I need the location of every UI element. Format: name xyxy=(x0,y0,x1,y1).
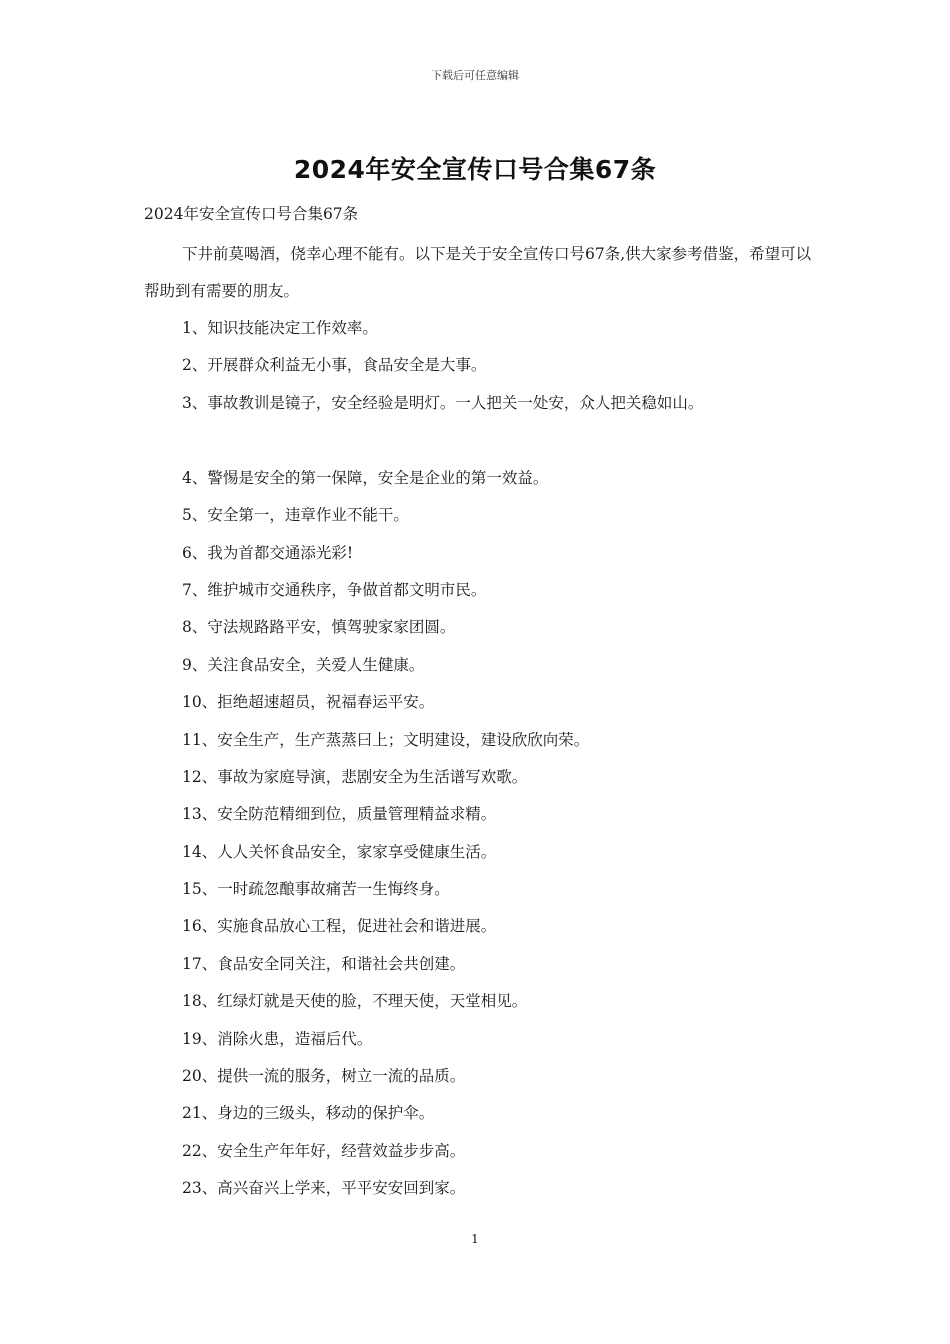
slogan-item: 21、身边的三级头，移动的保护伞。 xyxy=(182,1104,435,1123)
slogan-item: 6、我为首都交通添光彩! xyxy=(182,543,354,562)
slogan-item: 1、知识技能决定工作效率。 xyxy=(182,319,378,337)
slogan-item: 3、事故教训是镜子，安全经验是明灯。一人把关一处安，众人把关稳如山。 xyxy=(182,393,704,412)
slogan-item: 18、红绿灯就是天使的脸，不理天使，天堂相见。 xyxy=(182,992,528,1011)
slogan-item: 4、警惕是安全的第一保障，安全是企业的第一效益。 xyxy=(182,468,549,487)
slogan-item: 8、守法规路路平安，慎驾驶家家团圆。 xyxy=(182,618,456,637)
slogan-item: 12、事故为家庭导演，悲剧安全为生活谱写欢歌。 xyxy=(182,767,528,786)
document-subtitle: 2024年安全宣传口号合集67条 xyxy=(144,205,359,223)
slogan-item: 15、一时疏忽酿事故痛苦一生悔终身。 xyxy=(182,880,450,899)
slogan-list xyxy=(182,310,842,1208)
slogan-item: 19、消除火患，造福后代。 xyxy=(182,1029,373,1048)
slogan-item: 16、实施食品放心工程，促进社会和谐进展。 xyxy=(182,917,497,936)
slogan-item: 9、关注食品安全，关爱人生健康。 xyxy=(182,655,425,674)
slogan-item: 17、食品安全同关注，和谐社会共创建。 xyxy=(182,954,466,973)
slogan-item: 20、提供一流的服务，树立一流的品质。 xyxy=(182,1067,466,1086)
slogan-item: 14、人人关怀食品安全，家家享受健康生活。 xyxy=(182,842,497,861)
document-title: 2024年安全宣传口号合集67条 xyxy=(293,155,657,184)
slogan-item: 7、维护城市交通秩序，争做首都文明市民。 xyxy=(182,580,487,599)
slogan-item: 23、高兴奋兴上学来，平平安安回到家。 xyxy=(182,1179,466,1198)
slogan-item: 2、开展群众利益无小事，食品安全是大事。 xyxy=(182,356,487,375)
header-note: 下载后可任意编辑 xyxy=(431,69,519,82)
page-number: 1 xyxy=(471,1232,479,1246)
slogan-item: 5、安全第一，违章作业不能干。 xyxy=(182,506,409,525)
slogan-item: 13、安全防范精细到位，质量管理精益求精。 xyxy=(182,805,497,824)
intro-paragraph: 下井前莫喝酒，侥幸心理不能有。以下是关于安全宣传口号67条,供大家参考借鉴，希望可以帮助到有需要的朋友。 xyxy=(144,245,812,300)
slogan-item: 10、拒绝超速超员，祝福春运平安。 xyxy=(182,693,435,712)
slogan-item: 11、安全生产，生产蒸蒸曰上；文明建设，建设欣欣向荣。 xyxy=(182,730,590,749)
slogan-item: 22、安全生产年年好，经营效益步步高。 xyxy=(182,1141,466,1160)
